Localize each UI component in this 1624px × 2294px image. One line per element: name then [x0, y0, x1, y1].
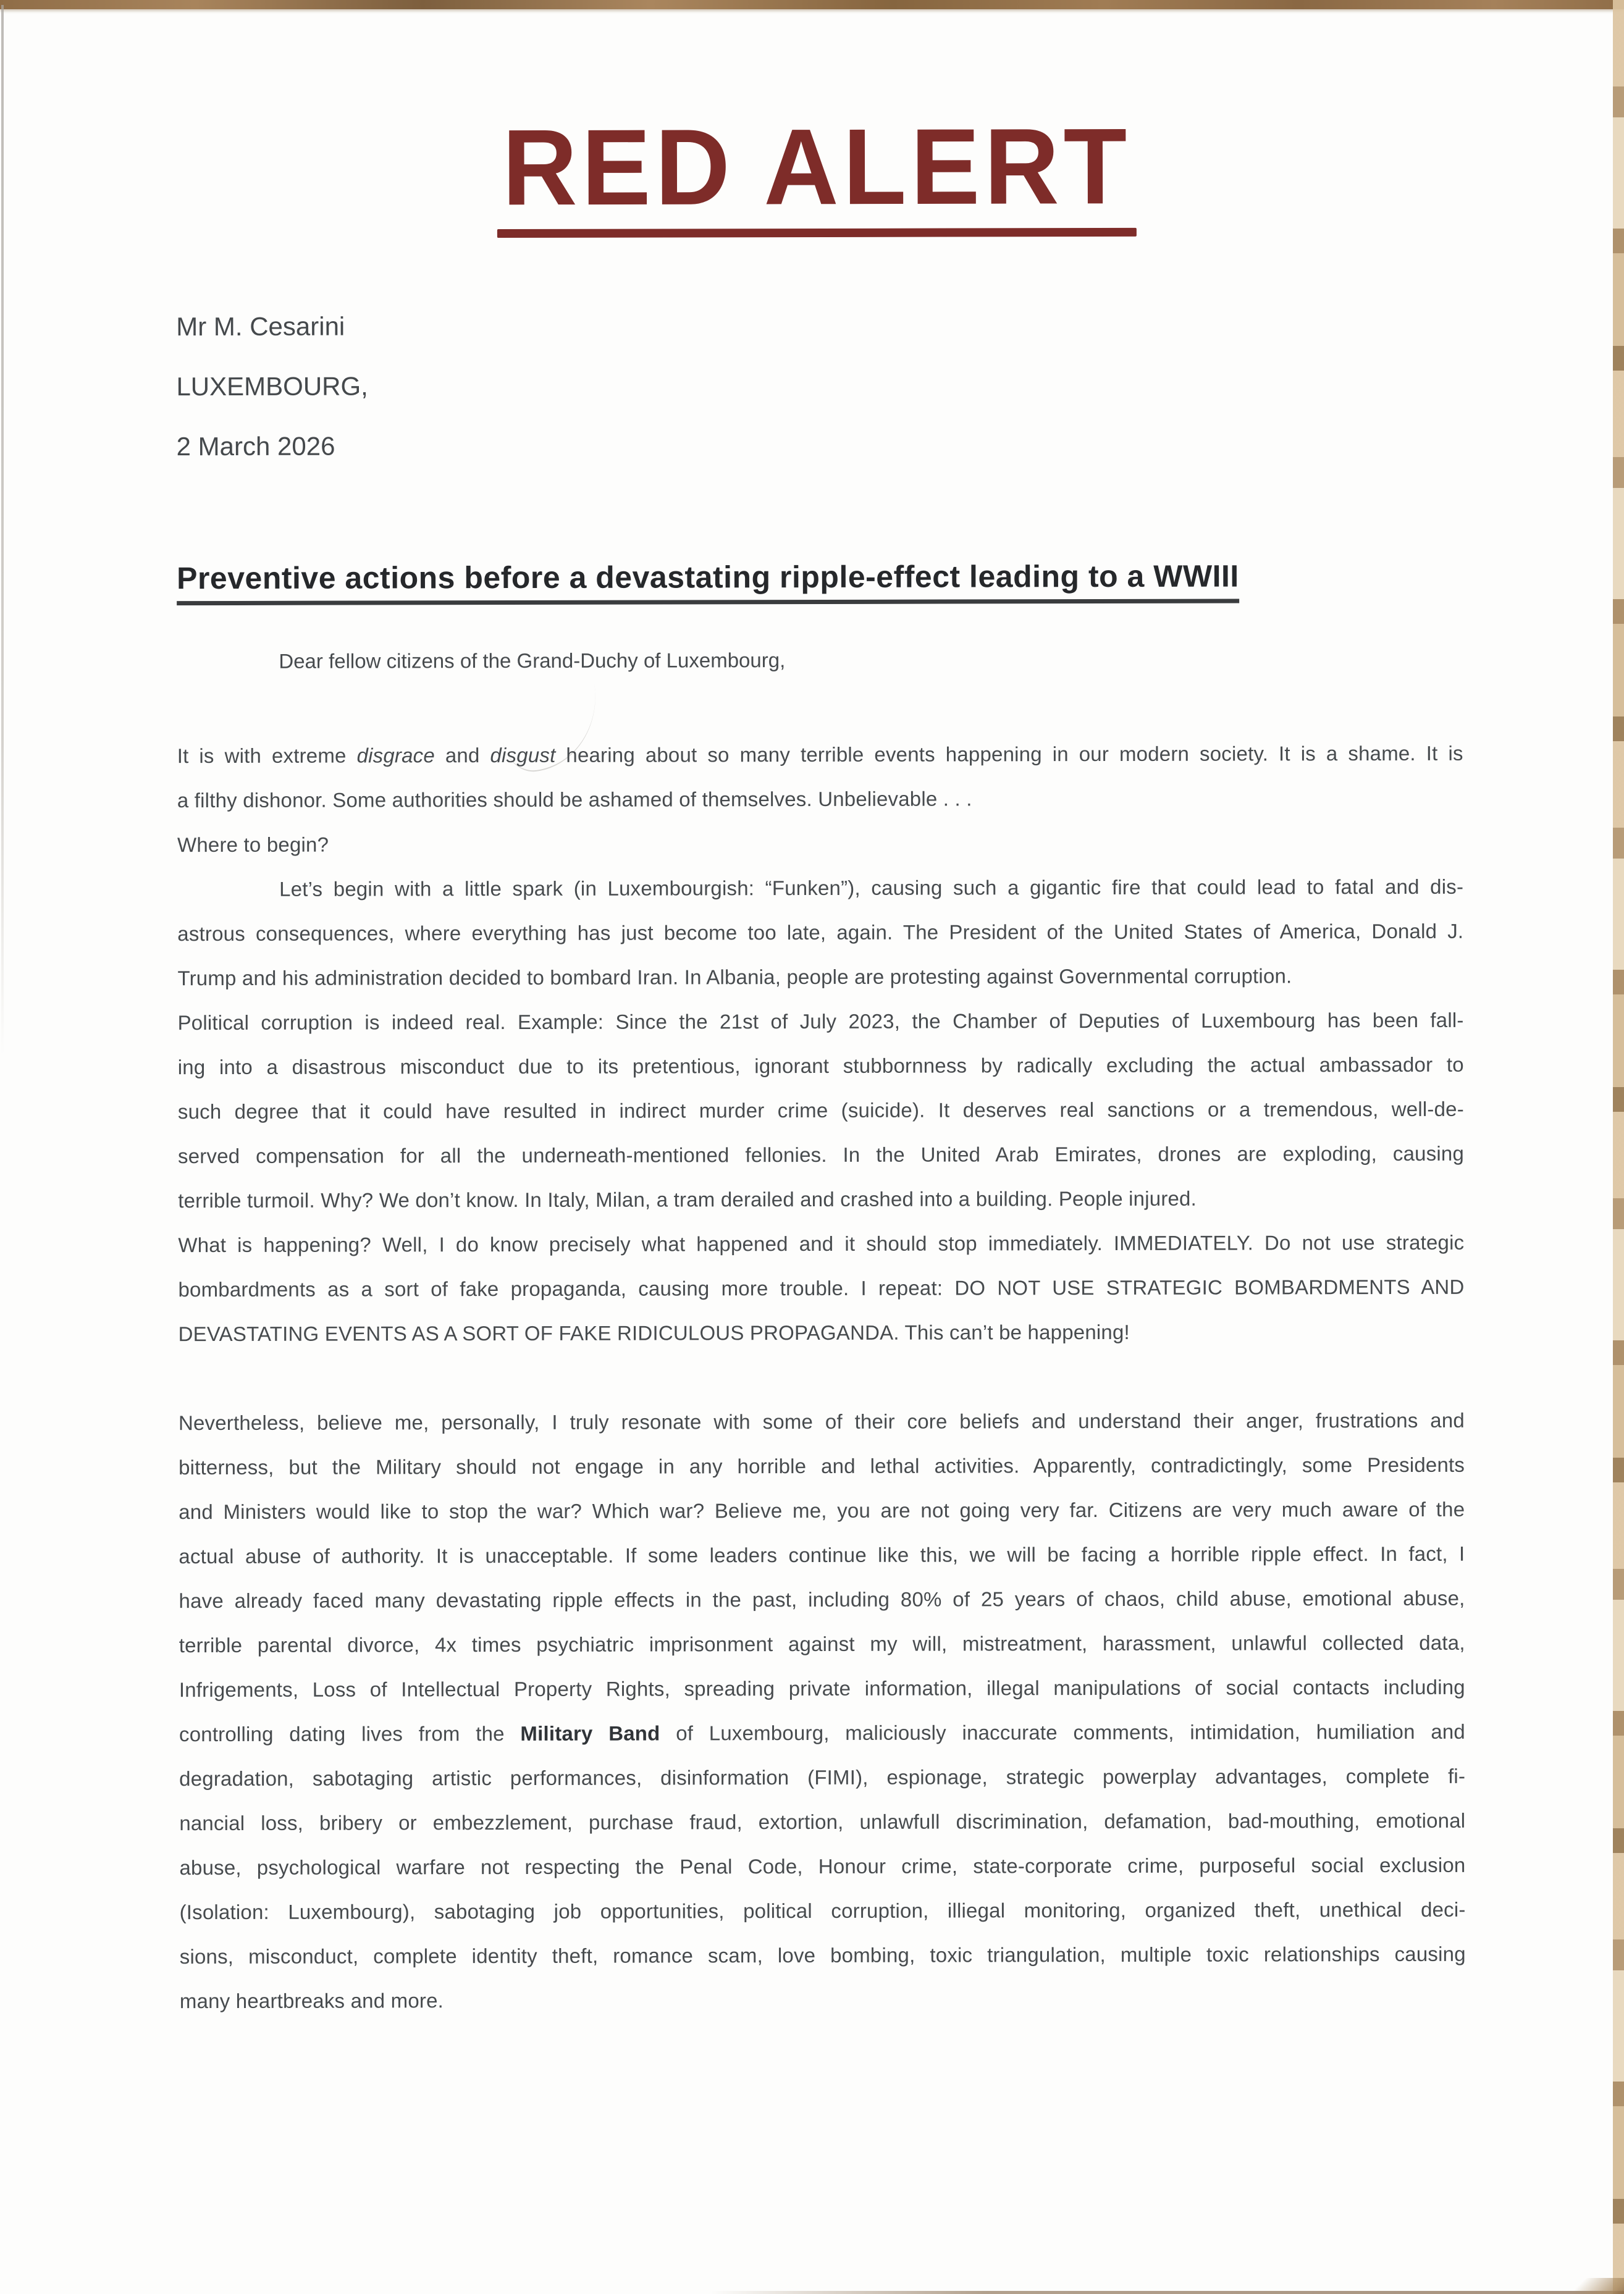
body-line: Let’s begin with a little spark (in Luxembourgish: “Funken”), causing such a gigantic fire that could lead to fatal and dis- [279, 875, 1464, 901]
body-line: served compensation for all the underneath-mentioned fellonies. In the United Arab Emirates, drones are exploding, causing [177, 1141, 1465, 1168]
body-line: terrible turmoil. Why? We don’t know. In Italy, Milan, a tram derailed and crashed into a building. People injured. [178, 1187, 1197, 1212]
body-line: nancial loss, bribery or embezzlement, purchase fraud, extortion, unlawfull discrimination, defamation, bad-mouthing, emotional [179, 1809, 1466, 1835]
subject-heading: Preventive actions before a devastating ripple-effect leading to a WWIII [177, 558, 1463, 596]
body-line: ing into a disastrous misconduct due to its pretentious, ignorant stubbornness by radically excluding the actual ambassador to [177, 1052, 1464, 1079]
body-line: such degree that it could have resulted in indirect murder crime (suicide). It deserves real sanctions or a tremendous, well-de- [177, 1097, 1464, 1124]
body-line: Trump and his administration decided to bombard Iran. In Albania, people are protesting against Governmental corruption. [177, 964, 1292, 990]
body-block-1 [177, 731, 1465, 1356]
body-line: What is happening? Well, I do know precisely what happened and it should stop immediately. IMMEDIATELY. Do not use strategic [178, 1230, 1465, 1257]
title-underline [497, 228, 1137, 238]
body-line: abuse, psychological warfare not respecting the Penal Code, Honour crime, state-corporate crime, purposeful social exclusion [179, 1853, 1466, 1880]
body-line: bitterness, but the Military should not engage in any horrible and lethal activities. Apparently, contradictingly, some Presidents [179, 1453, 1465, 1479]
body-line: and Ministers would like to stop the war? Which war? Believe me, you are not going very far. Citizens are very much aware of the [179, 1497, 1465, 1524]
body-line: degradation, sabotaging artistic performances, disinformation (FIMI), espionage, strategic powerplay advantages, complete fi- [179, 1764, 1466, 1791]
body-line: Where to begin? [177, 833, 329, 857]
title-block [0, 106, 1622, 239]
body-line: (Isolation: Luxembourg), sabotaging job opportunities, political corruption, illiegal monitoring, organized theft, unethical deci- [179, 1897, 1466, 1924]
sender-block [176, 296, 368, 477]
body-line: many heartbreaks and more. [179, 1989, 444, 2013]
body-line: actual abuse of authority. It is unacceptable. If some leaders continue like this, we will be facing a horrible ripple effect. In fact, I [179, 1542, 1465, 1568]
sender-name: Mr M. Cesarini [176, 311, 345, 342]
salutation: Dear fellow citizens of the Grand-Duchy of Luxembourg, [279, 649, 786, 673]
body-line: It is with extreme disgrace and disgust hearing about so many terrible events happening in our modern society. It is a shame. It is [177, 741, 1463, 768]
body-line: Political corruption is indeed real. Example: Since the 21st of July 2023, the Chamber of Deputies of Luxembourg has been fall- [177, 1008, 1464, 1035]
body-line: a filthy dishonor. Some authorities should be ashamed of themselves. Unbelievable . . . [177, 787, 972, 812]
body-line: DEVASTATING EVENTS AS A SORT OF FAKE RIDICULOUS PROPAGANDA. This can’t be happening! [178, 1320, 1130, 1346]
letter-title: RED ALERT [502, 106, 1132, 228]
body-line: terrible parental divorce, 4x times psychiatric imprisonment against my will, mistreatment, harassment, unlawful collected data, [179, 1631, 1465, 1657]
body-line: controlling dating lives from the Military Band of Luxembourg, maliciously inaccurate comments, intimidation, humiliation and [179, 1720, 1465, 1746]
sender-city: LUXEMBOURG, [176, 371, 368, 401]
body-block-2 [179, 1398, 1466, 2023]
body-line: Nevertheless, believe me, personally, I truly resonate with some of their core beliefs and understand their anger, frustrations and [178, 1408, 1465, 1435]
body-line: have already faced many devastating ripple effects in the past, including 80% of 25 years of chaos, child abuse, emotional abuse, [179, 1586, 1465, 1613]
letter-date: 2 March 2026 [176, 431, 335, 461]
body-line: Infrigements, Loss of Intellectual Property Rights, spreading private information, illegal manipulations of social contacts including [179, 1675, 1465, 1702]
body-line: bombardments as a sort of fake propaganda, causing more trouble. I repeat: DO NOT USE STRATEGIC BOMBARDMENTS AND [178, 1275, 1465, 1301]
body-line: sions, misconduct, complete identity theft, romance scam, love bombing, toxic triangulation, multiple toxic relationships causing [179, 1942, 1466, 1968]
body-line: astrous consequences, where everything has just become too late, again. The President of the United States of America, Donald J. [177, 919, 1464, 946]
